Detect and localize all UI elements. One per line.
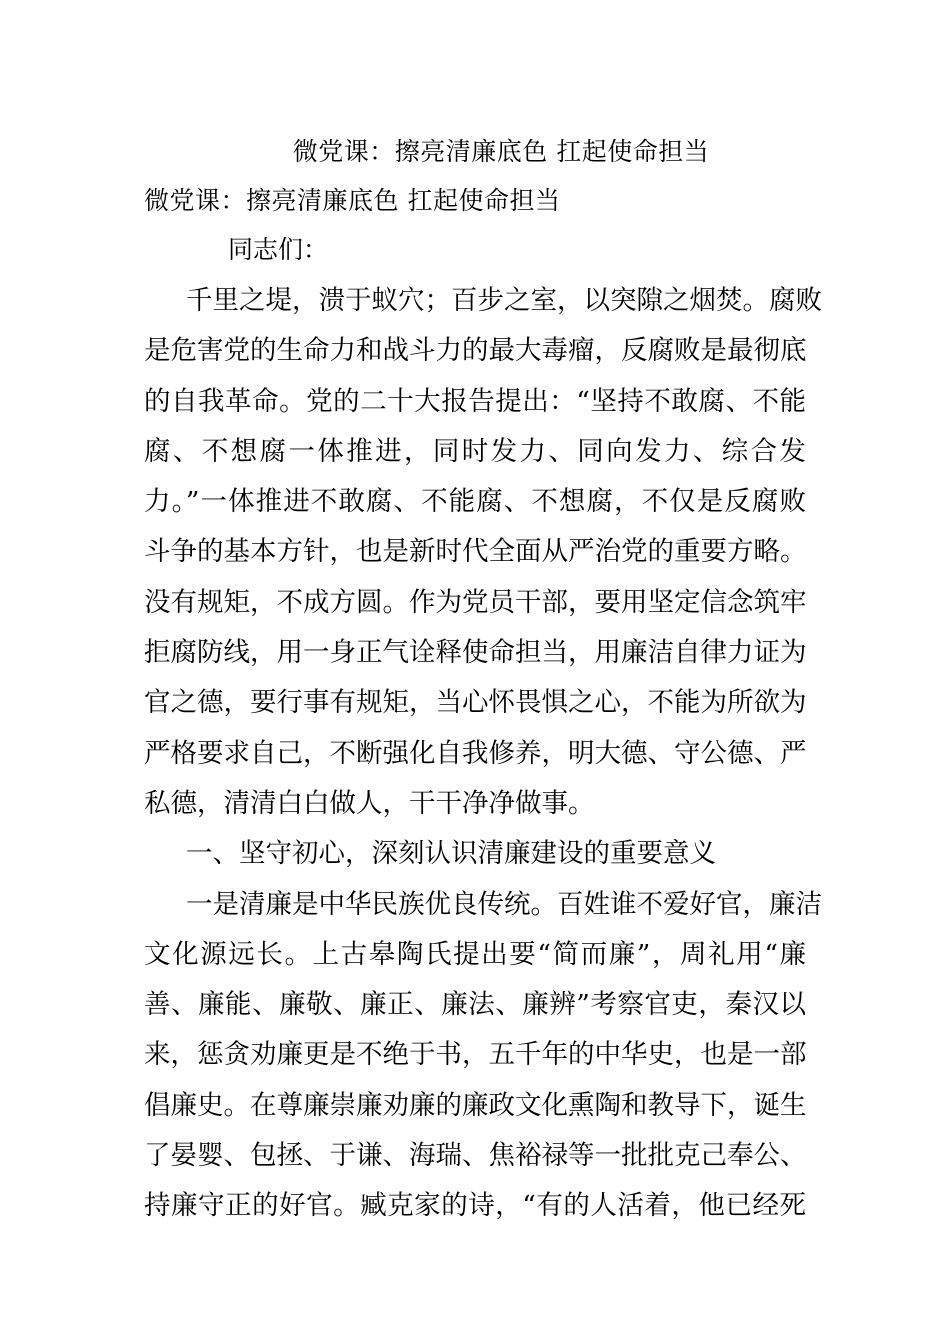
document-subtitle: 微党课：擦亮清廉底色 扛起使命担当 bbox=[144, 186, 561, 215]
paragraph-line: 斗争的基本方针，也是新时代全面从严治党的重要方略。 bbox=[144, 536, 807, 568]
paragraph-line: 文化源远长。上古皋陶氏提出要“简而廉”，周礼用“廉 bbox=[144, 938, 806, 970]
paragraph-line: 一是清廉是中华民族优良传统。百姓谁不爱好官，廉洁 bbox=[186, 888, 822, 920]
section-heading: 一、坚守初心，深刻认识清廉建设的重要意义 bbox=[186, 838, 716, 870]
paragraph-line: 千里之堤，溃于蚁穴；百步之室，以突隙之烟焚。腐败 bbox=[186, 285, 822, 316]
paragraph-line: 倡廉史。在尊廉崇廉劝廉的廉政文化熏陶和教导下，诞生 bbox=[144, 1089, 807, 1121]
paragraph-line: 持廉守正的好官。臧克家的诗，“有的人活着，他已经死 bbox=[144, 1190, 806, 1222]
paragraph-line: 腐、不想腐一体推进，同时发力、同向发力、综合发 bbox=[144, 435, 806, 467]
paragraph-line: 了晏婴、包拯、于谦、海瑞、焦裕禄等一批批克己奉公、 bbox=[144, 1140, 807, 1172]
body-text bbox=[144, 284, 822, 1240]
paragraph-line: 善、廉能、廉敬、廉正、廉法、廉辨”考察官吏，秦汉以 bbox=[144, 989, 806, 1021]
paragraph-line: 是危害党的生命力和战斗力的最大毒瘤，反腐败是最彻底 bbox=[144, 335, 807, 367]
paragraph-line: 官之德，要行事有规矩，当心怀畏惧之心，不能为所欲为 bbox=[144, 687, 807, 719]
paragraph-line: 力。”一体推进不敢腐、不能腐、不想腐，不仅是反腐败 bbox=[144, 486, 806, 518]
paragraph-line: 拒腐防线，用一身正气诠释使命担当，用廉洁自律力证为 bbox=[144, 637, 807, 669]
paragraph-line: 严格要求自己，不断强化自我修养，明大德、守公德、严 bbox=[144, 737, 807, 769]
paragraph-line: 私德，清清白白做人，干干净净做事。 bbox=[144, 787, 595, 819]
paragraph-line: 来，惩贪劝廉更是不绝于书，五千年的中华史，也是一部 bbox=[144, 1039, 807, 1071]
document-title: 微党课：擦亮清廉底色 扛起使命担当 bbox=[292, 137, 710, 166]
greeting: 同志们： bbox=[228, 235, 329, 264]
paragraph-line: 的自我革命。党的二十大报告提出：“坚持不敢腐、不能 bbox=[144, 385, 806, 417]
paragraph-line: 没有规矩，不成方圆。作为党员干部，要用坚定信念筑牢 bbox=[144, 586, 807, 618]
